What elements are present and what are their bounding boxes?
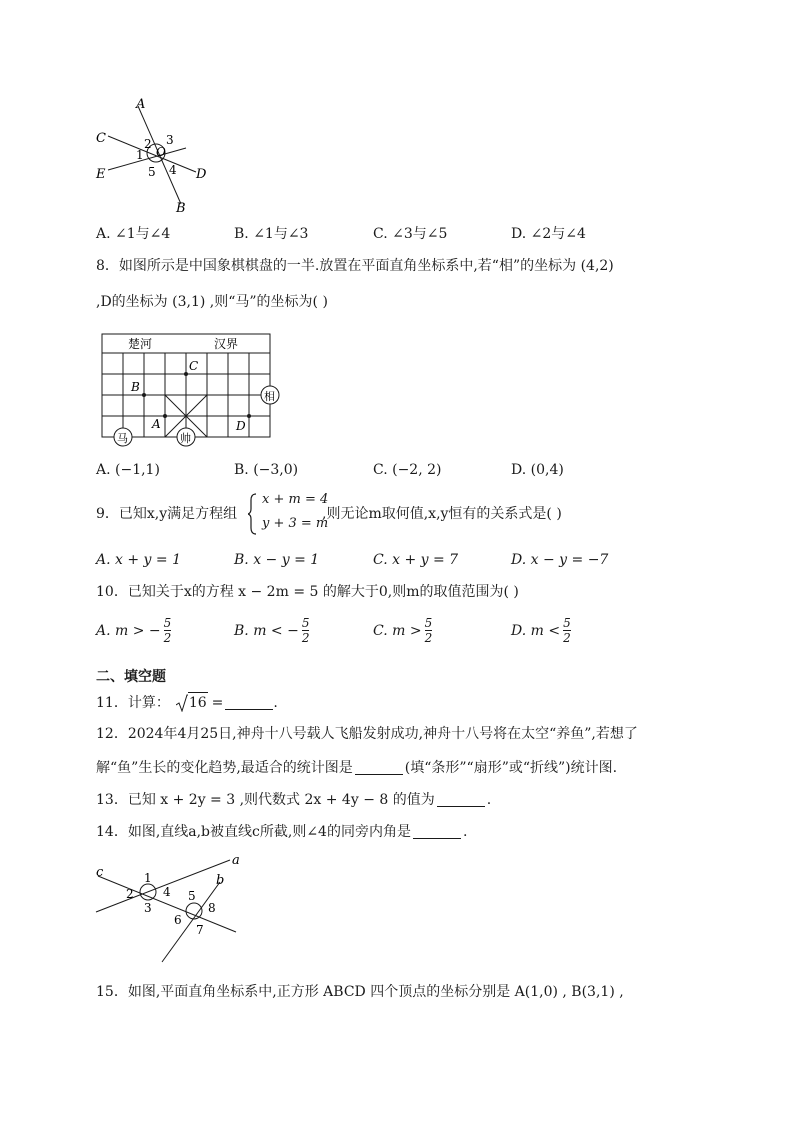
- river-label-chu: 楚河: [128, 337, 153, 351]
- label-5: 5: [188, 889, 196, 903]
- q9-suffix: ,则无论m取何值,x,y恒有的关系式是( ): [322, 506, 562, 522]
- point-D-label: D: [236, 419, 246, 433]
- piece-xiang-label: 相: [264, 390, 275, 403]
- q8-line1: 8．如图所示是中国象棋棋盘的一半.放置在平面直角坐标系中,若“相”的坐标为 (4,2): [96, 258, 614, 274]
- q8-option-a: A. (−1,1): [96, 462, 160, 478]
- point-B-label: B: [131, 380, 140, 394]
- q13: 13．已知 x + 2y = 3 ,则代数式 2x + 4y − 8 的值为 .: [96, 792, 492, 808]
- label-7: 7: [196, 923, 204, 937]
- label-4: 4: [163, 885, 171, 899]
- section-heading-fill-in: 二、填空题: [96, 669, 166, 685]
- angle-figure-q7: [88, 92, 218, 214]
- parallel-lines-figure-q14: [90, 852, 250, 970]
- label-3: 3: [144, 901, 152, 915]
- intersection-arc-2: [186, 903, 202, 919]
- label-6: 6: [174, 913, 182, 927]
- q9-option-a: A. x + y = 1: [96, 552, 181, 568]
- label-5: 5: [148, 165, 156, 179]
- label-3: 3: [166, 133, 174, 147]
- piece-shuai-label: 帅: [180, 432, 191, 445]
- answer-blank-q12[interactable]: [355, 760, 403, 775]
- answer-blank-q14[interactable]: [413, 824, 461, 839]
- label-a: a: [232, 853, 240, 868]
- q10-option-a: A. m > − $\frac{5}{2}$: [96, 616, 172, 645]
- label-1: 1: [136, 148, 144, 162]
- q9-option-d: D. x − y = −7: [511, 552, 609, 568]
- point-C-label: C: [189, 359, 199, 373]
- q15-text: 15．如图,平面直角坐标系中,正方形 ABCD 四个顶点的坐标分别是 A(1,0) , B(3,1) ,: [96, 984, 624, 1000]
- point-A-label: A: [152, 417, 161, 431]
- answer-blank-q11[interactable]: [225, 695, 273, 710]
- q7-option-a: A. ∠1与∠4: [96, 226, 171, 242]
- q10-option-b: B. m < − $\frac{5}{2}$: [234, 616, 310, 645]
- system-brace: [248, 492, 258, 536]
- q8-option-c: C. (−2, 2): [373, 462, 442, 478]
- q10-option-d: D. m < $\frac{5}{2}$: [511, 616, 571, 645]
- q7-option-c: C. ∠3与∠5: [373, 226, 448, 242]
- q9-equation-1: x + m = 4: [262, 492, 329, 507]
- fraction: $\frac{5}{2}$: [301, 616, 310, 645]
- q12-line1: 12．2024年4月25日,神舟十八号载人飞船发射成功,神舟十八号将在太空“养鱼”,若想了: [96, 726, 638, 742]
- label-c: c: [96, 865, 104, 880]
- river-label-han: 汉界: [214, 337, 239, 351]
- q10-text: 10．已知关于x的方程 x − 2m = 5 的解大于0,则m的取值范围为( ): [96, 584, 519, 600]
- answer-blank-q13[interactable]: [437, 792, 485, 807]
- q7-option-d: D. ∠2与∠4: [511, 226, 586, 242]
- fraction: $\frac{5}{2}$: [424, 616, 433, 645]
- q11: 11．计算： 16 = .: [96, 692, 278, 713]
- fraction: $\frac{5}{2}$: [163, 616, 172, 645]
- label-4: 4: [169, 163, 177, 177]
- label-2: 2: [126, 887, 134, 901]
- q12-line2: 解“鱼”生长的变化趋势,最适合的统计图是 (填“条形”“扇形”或“折线”)统计图.: [96, 760, 618, 776]
- q9-option-b: B. x − y = 1: [234, 552, 320, 568]
- label-A: A: [136, 97, 146, 112]
- label-b: b: [216, 873, 225, 888]
- chessboard-figure-q8: [96, 330, 288, 448]
- q10-option-c: C. m > $\frac{5}{2}$: [373, 616, 433, 645]
- label-E: E: [96, 167, 106, 182]
- piece-ma-label: 马: [117, 432, 128, 445]
- q9-prefix: 9．已知x,y满足方程组: [96, 506, 238, 522]
- label-B: B: [176, 201, 186, 214]
- label-2: 2: [144, 137, 152, 151]
- label-D: D: [196, 167, 207, 182]
- fraction: $\frac{5}{2}$: [563, 616, 571, 645]
- q8-option-b: B. (−3,0): [234, 462, 299, 478]
- label-8: 8: [208, 901, 216, 915]
- q14: 14．如图,直线a,b被直线c所截,则∠4的同旁内角是 .: [96, 824, 468, 840]
- sqrt-symbol: [176, 694, 188, 712]
- q9-option-c: C. x + y = 7: [373, 552, 459, 568]
- label-O: O: [156, 145, 166, 159]
- q8-line2: ,D的坐标为 (3,1) ,则“马”的坐标为( ): [96, 294, 328, 310]
- q9-equation-2: y + 3 = m: [262, 516, 329, 531]
- q7-option-b: B. ∠1与∠3: [234, 226, 309, 242]
- q8-option-d: D. (0,4): [511, 462, 564, 478]
- label-1: 1: [144, 871, 152, 885]
- label-C: C: [96, 131, 106, 146]
